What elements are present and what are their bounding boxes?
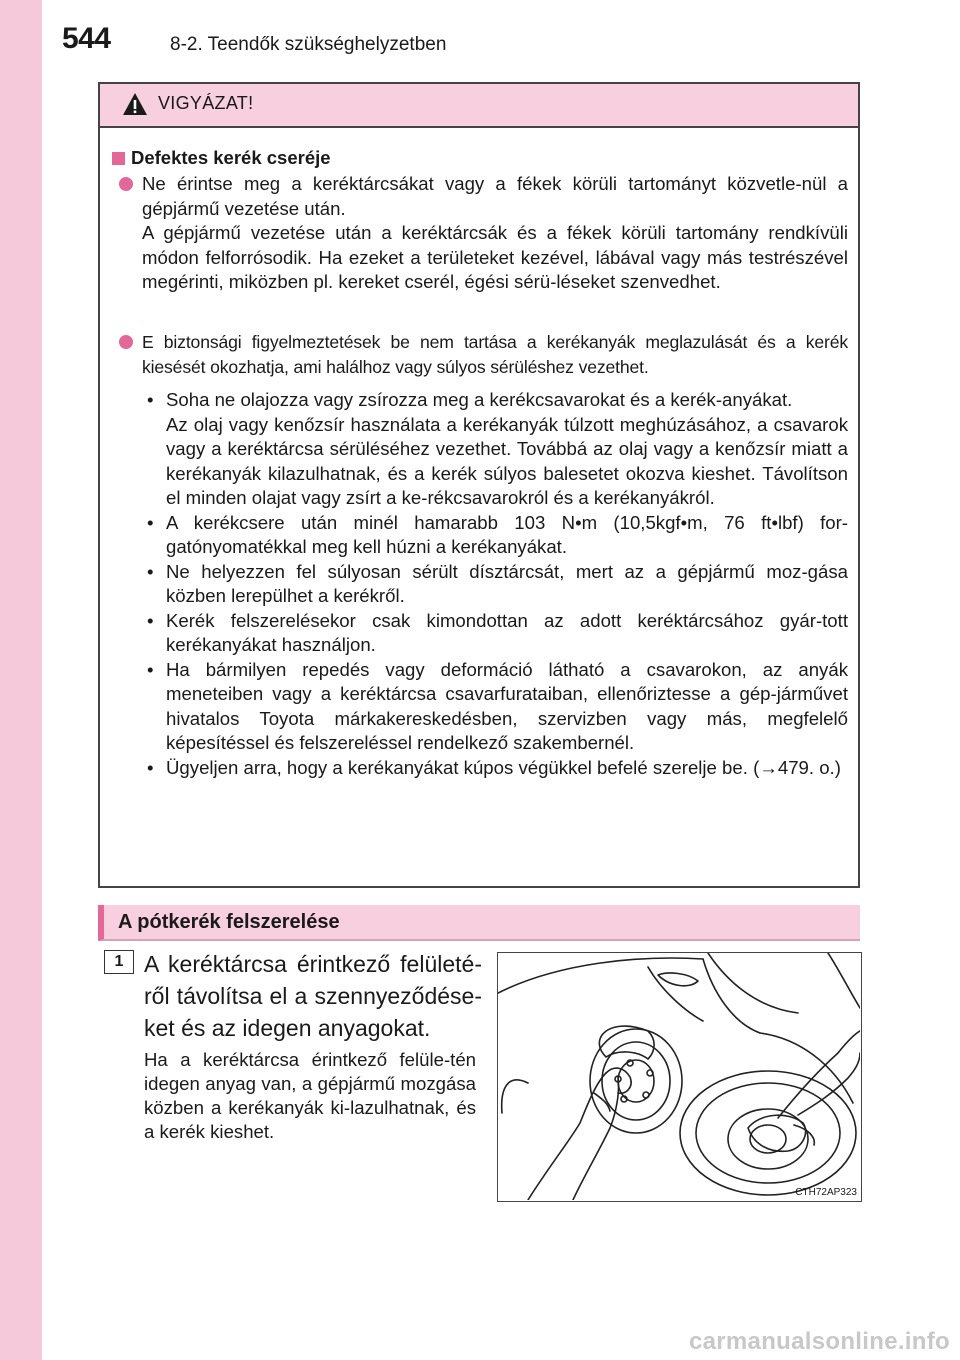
warning-header: [100, 84, 858, 128]
warning-box: [98, 82, 860, 888]
list-item-text: Ha bármilyen repedés vagy deformáció látható a csavarokon, az anyák meneteiben vagy a keréktárcsa csavarfurataiban, ellenőriztesse a gép-járművet hivatalos Toyota márkakereskedésben, szervizben vagy más, megfelelő képesítéssel és felszereléssel rendelkező szakembernél.: [166, 658, 848, 753]
step-number-box: 1: [104, 950, 134, 974]
warning-sub-list: [142, 388, 848, 780]
figure-code: CTH72AP323: [795, 1187, 857, 1198]
wheel-cleaning-illustration: [498, 953, 860, 1200]
warning-subheading: [112, 146, 331, 171]
page-number: 544: [62, 22, 111, 55]
list-item-text: Ügyeljen arra, hogy a kerékanyákat kúpos végükkel befelé szerelje be. (→479. o.): [166, 756, 841, 778]
bullet-text: E biztonsági figyelmeztetések be nem tartása a kerékanyák meglazulását és a kerék kiesését okozhatja, ami halálhoz vagy súlyos sérüléshez vezethet.: [142, 332, 848, 377]
section-header: [98, 905, 860, 941]
warning-triangle-icon: [122, 92, 148, 116]
step-note: Ha a keréktárcsa érintkező felüle-tén idegen anyag van, a gépjármű mozgása közben a kerékanyák ki-lazulhatnak, és a kerék kieshet.: [144, 1049, 476, 1142]
warning-bullet: [142, 330, 848, 379]
list-item: [142, 560, 848, 609]
list-item: [142, 756, 848, 781]
watermark: carmanualsonline.info: [688, 1328, 950, 1355]
list-item: [142, 658, 848, 756]
chapter-title: 8-2. Teendők szükséghelyzetben: [170, 34, 447, 55]
warning-subheading-text: Defektes kerék cseréje: [131, 147, 331, 168]
square-bullet-icon: [112, 152, 125, 165]
round-bullet-icon: [119, 177, 133, 191]
step-instruction: A keréktárcsa érintkező felületé-ről távolítsa el a szennyeződése-ket és az idegen anyagokat.: [144, 951, 482, 1041]
list-item: [142, 609, 848, 658]
list-item: [142, 388, 848, 511]
section-title: A pótkerék felszerelése: [118, 911, 340, 933]
round-bullet-icon: [119, 335, 133, 349]
illustration-figure: [497, 952, 862, 1202]
list-item-extra: Az olaj vagy kenőzsír használata a kerékanyák túlzott meghúzásához, a csavarok vagy a keréktárcsa sérüléséhez vezethet. Továbbá az olaj vagy a kenőzsír miatt a kerékanyák kilazulhatnak, és a kerék súlyos balesetet okozva kieshet. Távolítson el minden olajat vagy zsírt a ke-rékcsavarokról és a kerékanyákról.: [166, 413, 848, 508]
list-item: [142, 511, 848, 560]
bullet-text: A gépjármű vezetése után a keréktárcsák és a fékek körüli tartomány rendkívüli módon felforrósodik. Ha ezeket a területeket kezével, lábával vagy más testrészével megérinti, miközben pl. kereket cserél, égési sérü-léseket szenvedhet.: [142, 222, 848, 292]
list-item-text: Kerék felszerelésekor csak kimondottan az adott keréktárcsához gyár-tott kerékanyákat használjon.: [166, 609, 848, 655]
list-item-text: Soha ne olajozza vagy zsírozza meg a kerékcsavarokat és a kerék-anyákat.: [166, 389, 793, 410]
warning-bullet: [142, 172, 848, 295]
list-item-text: A kerékcsere után minél hamarabb 103 N•m (10,5kgf•m, 76 ft•lbf) for-gatónyomatékkal meg kell húzni a kerékanyákat.: [166, 511, 848, 557]
warning-title: VIGYÁZAT!: [158, 93, 254, 113]
bullet-text: Ne érintse meg a keréktárcsákat vagy a fékek körüli tartományt közvetle-nül a gépjármű vezetése után.: [142, 173, 848, 219]
list-item-text: Ne helyezzen fel súlyosan sérült dísztárcsát, mert az a gépjármű moz-gása közben lerepülhet a kerékről.: [166, 560, 848, 606]
side-tab: [0, 0, 42, 1360]
